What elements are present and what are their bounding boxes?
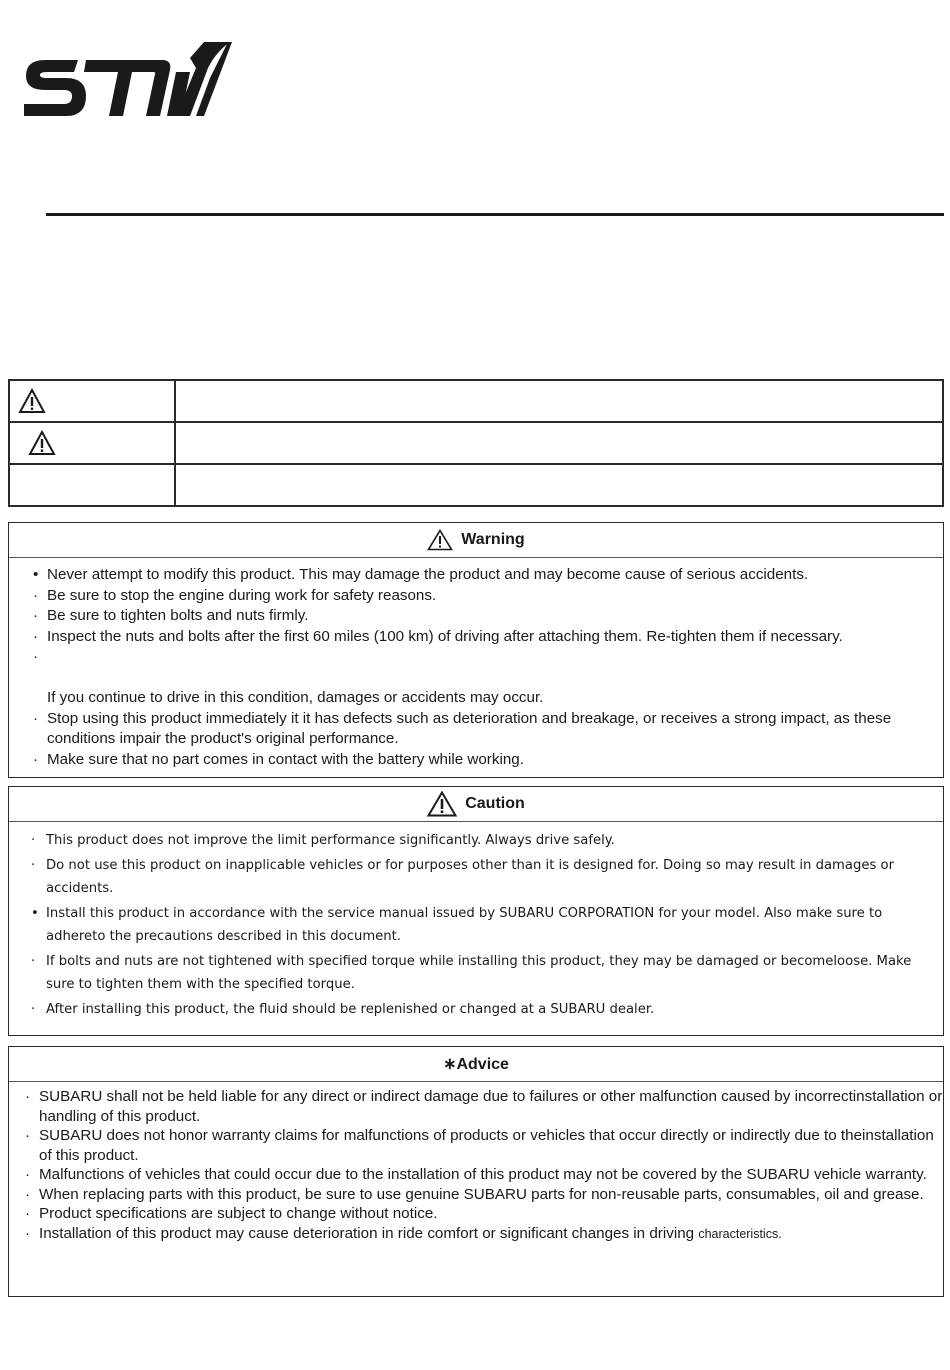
advice-header bbox=[9, 1047, 943, 1082]
list-item: · After installing this product, the fluid should be replenished or changed at a SUBARU dealer. bbox=[31, 1002, 655, 1017]
list-item: · Make sure that no part comes in contact with the battery while working. bbox=[33, 750, 524, 768]
list-item: · Inspect the nuts and bolts after the first 60 miles (100 km) of driving after attaching them. Re-tighten them if necessary. bbox=[33, 627, 843, 645]
legend-symbol-cell bbox=[9, 422, 175, 464]
header-rule bbox=[46, 213, 944, 216]
caution-title: Caution bbox=[465, 795, 525, 812]
advice-title: ∗Advice bbox=[443, 1056, 509, 1073]
list-item: · This product does not improve the limit performance significantly. Always drive safely. bbox=[31, 833, 615, 848]
caution-box bbox=[8, 786, 944, 1036]
list-item: · Malfunctions of vehicles that could occur due to the installation of this product may not be covered by the SUBARU vehicle warranty. bbox=[25, 1166, 927, 1183]
list-item: · SUBARU does not honor warranty claims for malfunctions of products or vehicles that occur directly or indirectly due to theinstallation of this product. bbox=[25, 1127, 934, 1164]
list-item: · SUBARU shall not be held liable for any direct or indirect damage due to failures or other malfunction caused by incorrectinstallation or handling of this product. bbox=[25, 1088, 943, 1125]
legend-row bbox=[9, 464, 943, 506]
legend-text-cell bbox=[175, 380, 943, 422]
warning-header bbox=[9, 523, 943, 558]
legend-text-cell bbox=[175, 422, 943, 464]
list-item: · Stop using this product immediately it it has defects such as deterioration and breakage, or receives a strong impact, as these conditions impair the product's original performance. bbox=[33, 709, 892, 747]
list-item: If you continue to drive in this condition, damages or accidents may occur. bbox=[47, 689, 544, 706]
warning-triangle-icon bbox=[28, 430, 56, 456]
list-item: · Product specifications are subject to change without notice. bbox=[25, 1205, 438, 1222]
list-item: · Be sure to stop the engine during work for safety reasons. bbox=[33, 586, 437, 604]
list-item: · bbox=[33, 648, 39, 665]
legend-text-cell bbox=[175, 464, 943, 506]
list-item: • Install this product in accordance with the service manual issued by SUBARU CORPORATION for your model. Also make sure to adhereto the precautions described in this document. bbox=[31, 906, 883, 944]
sti-logo bbox=[20, 38, 235, 120]
caution-header bbox=[9, 787, 943, 822]
list-item: · Installation of this product may cause deterioration in ride comfort or significant changes in driving characteristics. bbox=[25, 1224, 782, 1242]
list-item: · When replacing parts with this product, be sure to use genuine SUBARU parts for non-reusable parts, consumables, oil and grease. bbox=[25, 1185, 924, 1203]
warning-list bbox=[9, 558, 943, 770]
legend-symbol-cell bbox=[9, 464, 175, 506]
warning-title: Warning bbox=[461, 531, 525, 548]
caution-list bbox=[9, 822, 943, 1021]
warning-triangle-icon bbox=[427, 791, 457, 817]
symbol-legend-table bbox=[8, 379, 944, 507]
list-item: · Do not use this product on inapplicable vehicles or for purposes other than it is designed for. Doing so may result in damages or accidents. bbox=[31, 858, 895, 896]
legend-symbol-cell bbox=[9, 380, 175, 422]
legend-row bbox=[9, 422, 943, 464]
warning-triangle-icon bbox=[18, 388, 46, 414]
list-item: · If bolts and nuts are not tightened with specified torque while installing this product, they may be damaged or becomeloose. Make sure to tighten them with the specified torque. bbox=[31, 954, 912, 992]
list-item: • Never attempt to modify this product. This may damage the product and may become cause of serious accidents. bbox=[33, 566, 809, 583]
advice-list bbox=[9, 1082, 943, 1244]
advice-box bbox=[8, 1046, 944, 1297]
legend-row bbox=[9, 380, 943, 422]
warning-box bbox=[8, 522, 944, 778]
list-item: · Be sure to tighten bolts and nuts firmly. bbox=[33, 607, 309, 624]
warning-triangle-icon bbox=[427, 529, 453, 551]
